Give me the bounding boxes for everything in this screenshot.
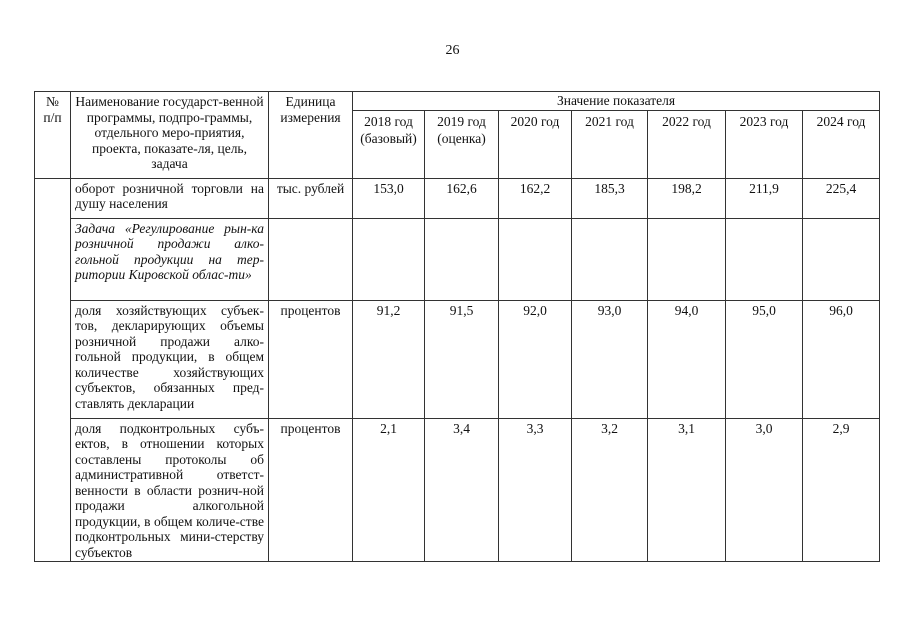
value-cell: 96,0 bbox=[803, 300, 880, 418]
header-name: Наименование государст-венной программы, подпро-граммы, отдельного меро-приятия, проекта, показате-ля, цель, задача bbox=[71, 92, 269, 179]
table-row bbox=[35, 178, 880, 218]
table-row bbox=[35, 218, 880, 300]
header-values: Значение показателя bbox=[353, 92, 880, 111]
header-year: 2021 год bbox=[572, 110, 648, 178]
header-year: 2019 год (оценка) bbox=[425, 110, 499, 178]
value-cell: 198,2 bbox=[648, 178, 726, 218]
value-cell: 2,9 bbox=[803, 418, 880, 562]
indicator-table bbox=[34, 91, 880, 562]
value-cell: 91,5 bbox=[425, 300, 499, 418]
header-no: № п/п bbox=[35, 92, 71, 179]
value-cell bbox=[499, 218, 572, 300]
header-year: 2022 год bbox=[648, 110, 726, 178]
value-cell bbox=[353, 218, 425, 300]
table-row bbox=[35, 300, 880, 418]
header-year: 2018 год (базовый) bbox=[353, 110, 425, 178]
value-cell: 92,0 bbox=[499, 300, 572, 418]
value-cell: 3,4 bbox=[425, 418, 499, 562]
task-name: Задача «Регулирование рын-ка розничной продажи алко-гольной продукции на тер-ритории Кировской облас-ти» bbox=[71, 218, 269, 300]
value-cell bbox=[648, 218, 726, 300]
page-number: 26 bbox=[445, 43, 460, 58]
value-cell: 2,1 bbox=[353, 418, 425, 562]
value-cell: 3,1 bbox=[648, 418, 726, 562]
indicator-unit bbox=[269, 218, 353, 300]
value-cell: 93,0 bbox=[572, 300, 648, 418]
indicator-unit: тыс. рублей bbox=[269, 178, 353, 218]
table-row bbox=[35, 418, 880, 562]
indicator-unit: процентов bbox=[269, 418, 353, 562]
value-cell bbox=[572, 218, 648, 300]
value-cell: 162,2 bbox=[499, 178, 572, 218]
value-cell: 3,0 bbox=[726, 418, 803, 562]
indicator-name: доля подконтрольных субъ-ектов, в отношении которых составлены протоколы об административной ответст-венности в области рознич-ной продажи алкогольной продукции, в общем количе-стве подконтрольных мини-стерству субъектов bbox=[71, 418, 269, 562]
indicator-name: доля хозяйствующих субъек-тов, декларирующих объемы розничной продажи алко-гольной продукции, в общем количестве хозяйствующих субъектов, обязанных пред-ставлять декларации bbox=[71, 300, 269, 418]
value-cell bbox=[803, 218, 880, 300]
value-cell: 94,0 bbox=[648, 300, 726, 418]
value-cell: 3,3 bbox=[499, 418, 572, 562]
indicator-name: оборот розничной торговли на душу населения bbox=[71, 178, 269, 218]
header-unit: Единица измерения bbox=[269, 92, 353, 179]
value-cell: 211,9 bbox=[726, 178, 803, 218]
row-number-cell bbox=[35, 178, 71, 562]
value-cell: 3,2 bbox=[572, 418, 648, 562]
header-year: 2024 год bbox=[803, 110, 880, 178]
value-cell: 225,4 bbox=[803, 178, 880, 218]
value-cell bbox=[726, 218, 803, 300]
value-cell: 91,2 bbox=[353, 300, 425, 418]
value-cell: 162,6 bbox=[425, 178, 499, 218]
value-cell: 185,3 bbox=[572, 178, 648, 218]
value-cell bbox=[425, 218, 499, 300]
indicator-unit: процентов bbox=[269, 300, 353, 418]
header-year: 2023 год bbox=[726, 110, 803, 178]
header-year: 2020 год bbox=[499, 110, 572, 178]
value-cell: 153,0 bbox=[353, 178, 425, 218]
value-cell: 95,0 bbox=[726, 300, 803, 418]
